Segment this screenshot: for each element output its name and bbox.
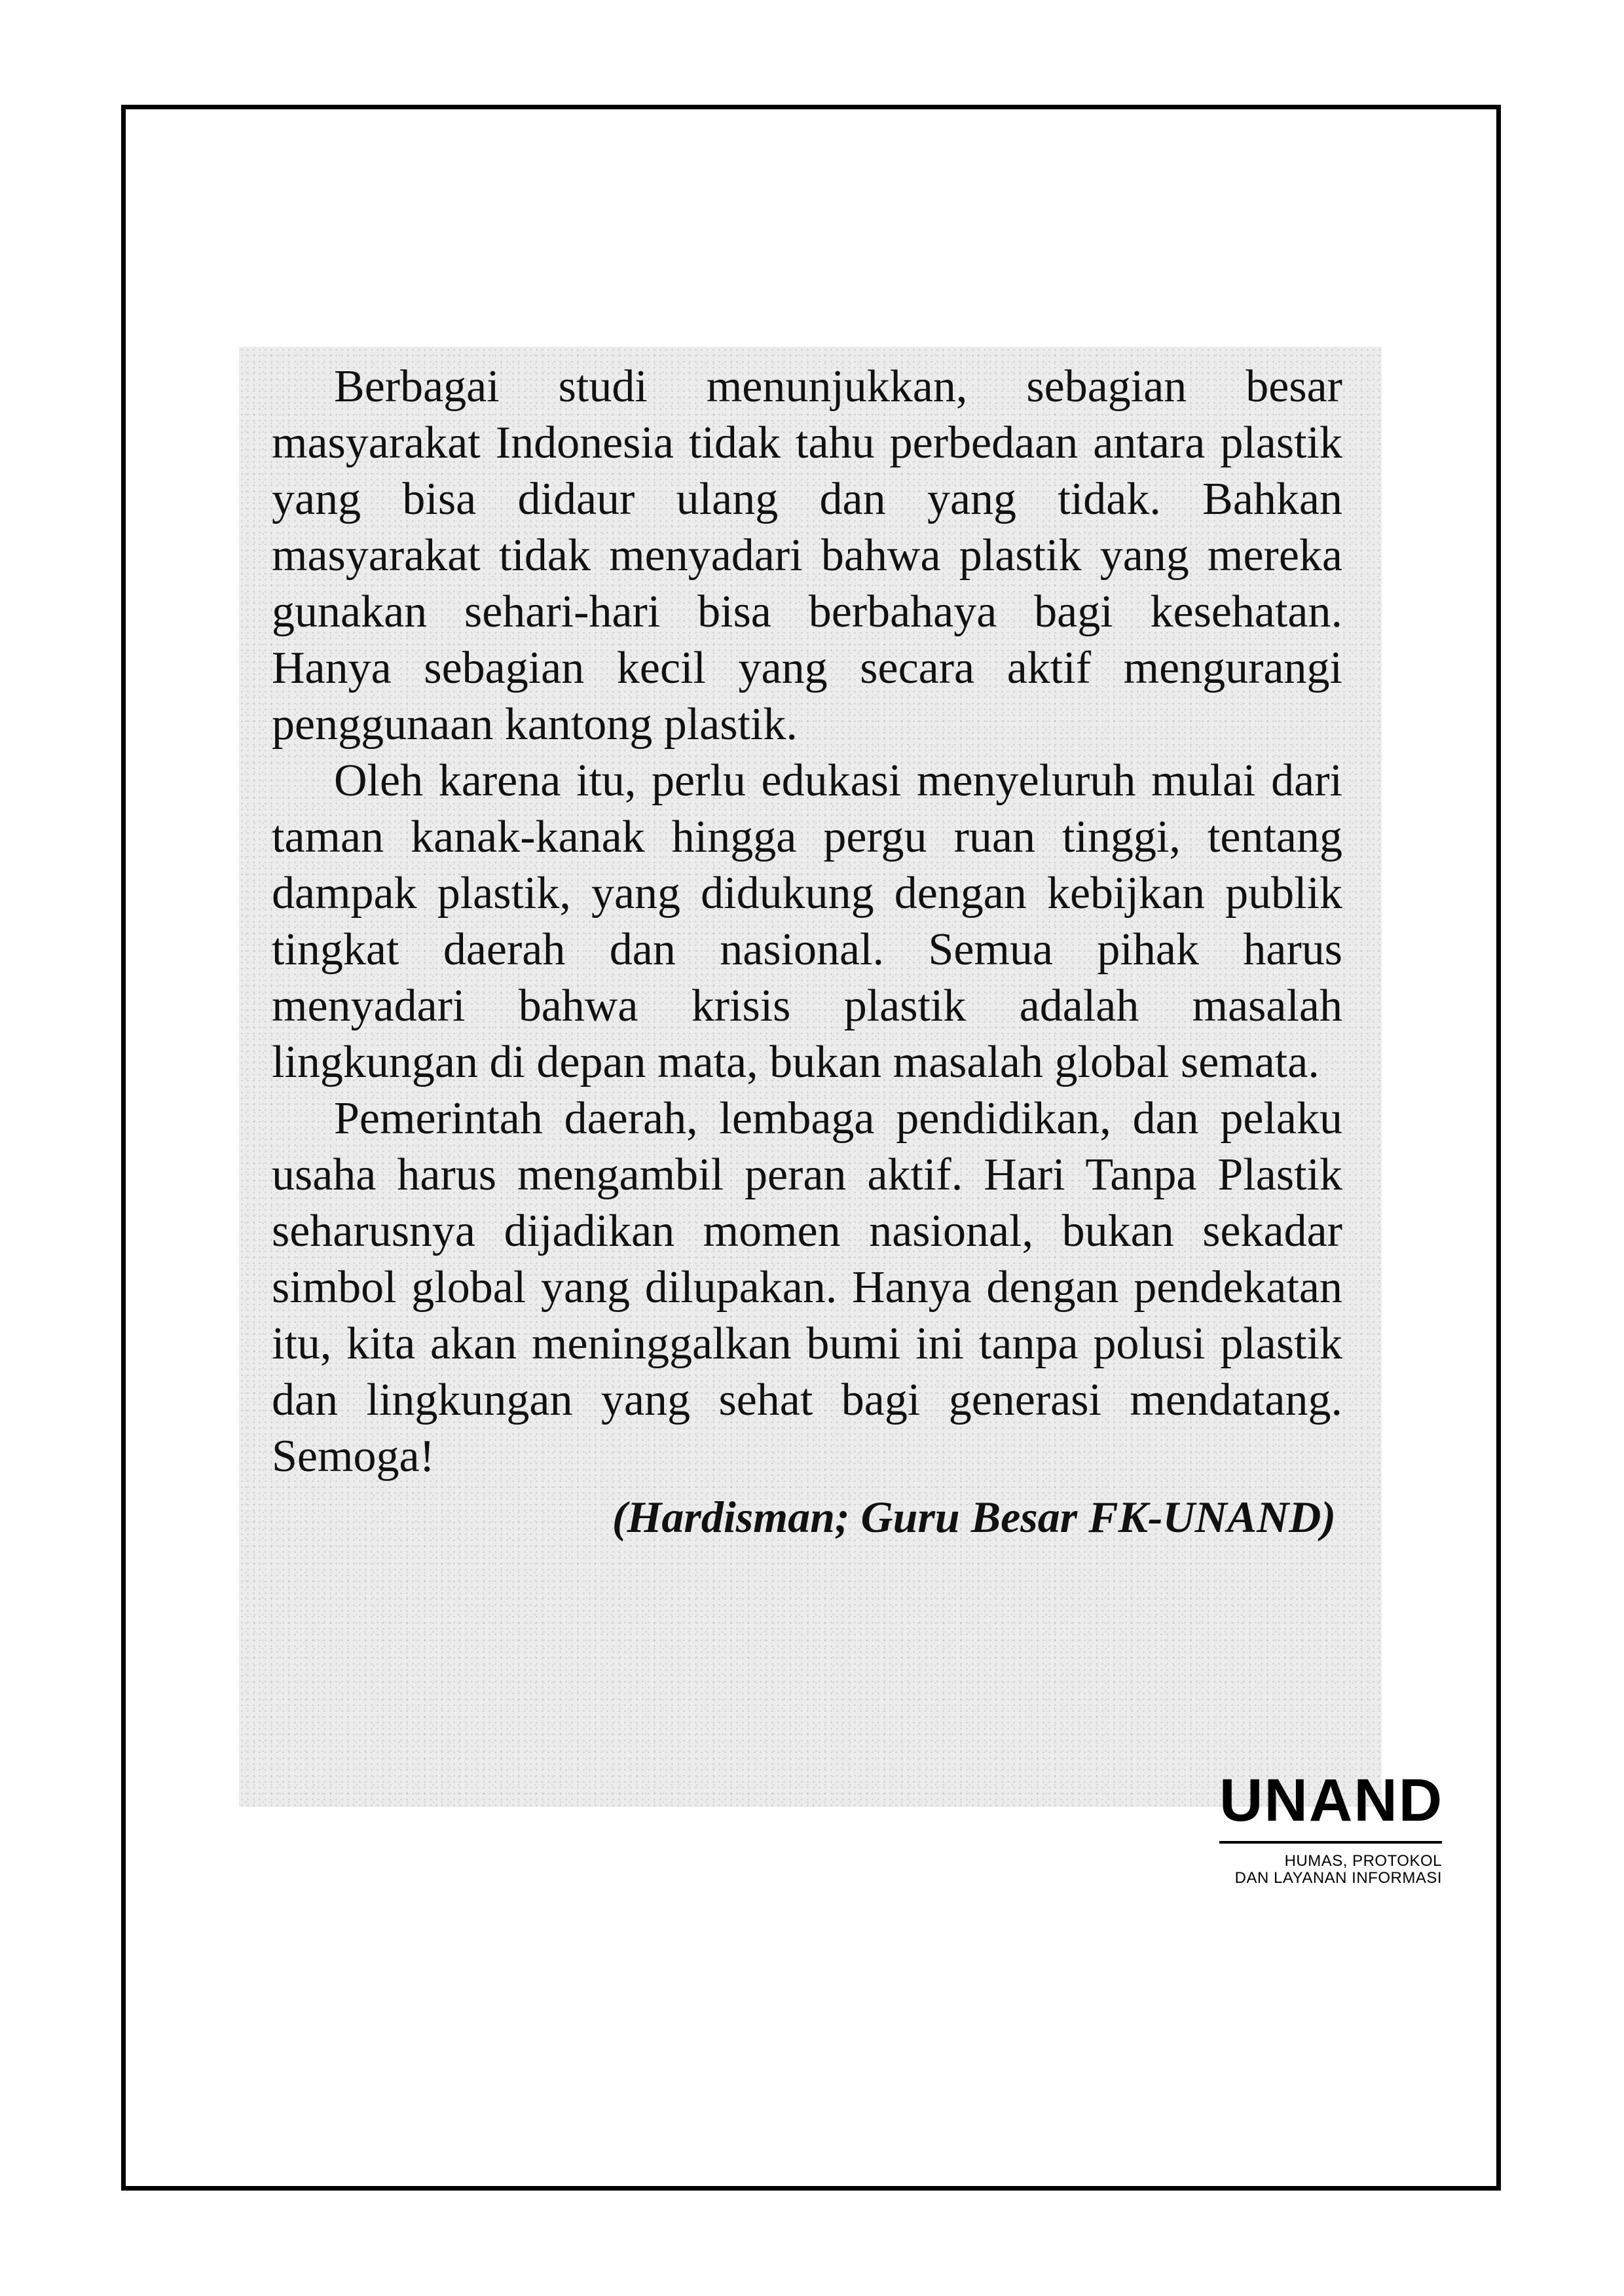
article-paragraph: Pemerintah daerah, lembaga pendidikan, dan pelaku usaha harus mengambil peran aktif. Hari Tanpa Plastik seharusnya dijadikan momen nasional, bukan sekadar simbol global yang dilupakan. Hanya dengan pendekatan itu, kita akan meninggalkan bumi ini tanpa polusi plastik dan lingkungan yang sehat bagi generasi mendatang. Semoga! [272, 1093, 1342, 1482]
article-byline: (Hardisman; Guru Besar FK-UNAND) [612, 1492, 1336, 1542]
newspaper-clipping [239, 347, 1382, 1807]
logo-name: UNAND [1219, 1767, 1444, 1834]
logo-subtitle-line1: HUMAS, PROTOKOL [1284, 1852, 1442, 1870]
logo-divider [1219, 1841, 1442, 1844]
article-body [272, 359, 1342, 1485]
unand-logo [1219, 1768, 1442, 1887]
logo-subtitle-line2: DAN LAYANAN INFORMASI [1234, 1869, 1442, 1887]
article-paragraph: Oleh karena itu, perlu edukasi menyeluruh mulai dari taman kanak-kanak hingga pergu ruan tinggi, tentang dampak plastik, yang didukung dengan kebijkan publik tingkat daerah dan nasional. Semua pihak harus menyadari bahwa krisis plastik adalah masalah lingkungan di depan mata, bukan masalah global semata. [272, 756, 1342, 1087]
article-paragraph: Berbagai studi menunjukkan, sebagian besar masyarakat Indonesia tidak tahu perbedaan antara plastik yang bisa didaur ulang dan yang tidak. Bahkan masyarakat tidak menyadari bahwa plastik yang mereka gunakan sehari-hari bisa berbahaya bagi kesehatan. Hanya sebagian kecil yang secara aktif mengurangi penggunaan kantong plastik. [272, 361, 1342, 750]
